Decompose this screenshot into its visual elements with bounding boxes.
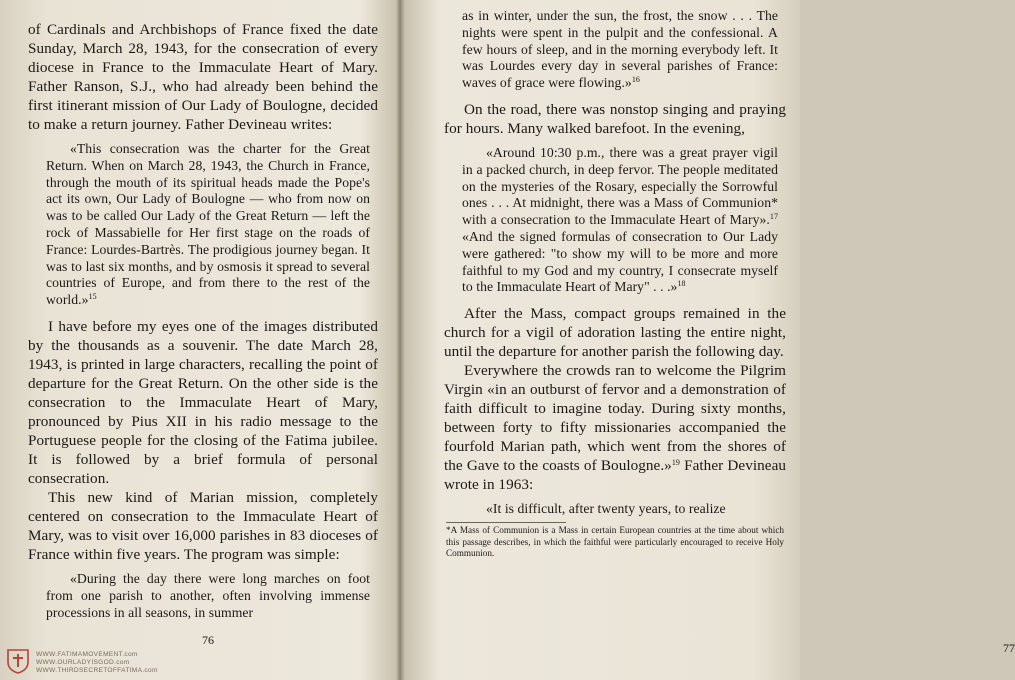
footnote: *A Mass of Communion is a Mass in certain European countries at the time about which this passage describes, in which the faithful were particularly encouraged to receive Holy Communion. [446,524,784,559]
page-number: 76 [202,633,214,647]
footnote-ref: 17 [769,212,778,222]
right-page [404,0,1015,680]
paragraph: Everywhere the crowds ran to welcome the Pilgrim Virgin «in an outburst of fervor and a demonstration of faith difficult to imagine today. During sixty months, between forty to fifty missionaries accompanied the fourfold Marian path, which went from the shores of the Gave to the coasts of Boulogne.»$^{19}$ Father Devineau wrote in 1963: [444,362,787,494]
paragraph: After the Mass, compact groups remained in the church for a vigil of adoration lasting the entire night, until the departure for another parish the following day. [444,305,786,361]
paragraph: This new kind of Marian mission, completely centered on consecration to the Immaculate Heart of Mary, was to visit over 16,000 parishes in 83 dioceses of France within five years. The program was simple: [28,488,378,563]
footnote-ref: 15 [88,292,97,302]
paragraph: On the road, there was nonstop singing and praying for hours. Many walked barefoot. In the evening, [444,100,786,137]
block-quote: «It is difficult, after twenty years, to realize [486,501,726,517]
watermark [6,648,216,676]
footnote-divider [446,522,566,523]
page-number: 77 [1003,641,1015,655]
footnote-ref: 18 [677,279,686,289]
watermark-text: WWW.FATIMAMOVEMENT.com WWW.OURLADYISGOD.com WWW.THIRDSECRETOFFATIMA.com [36,651,158,674]
block-quote: «This consecration was the charter for the Great Return. When on March 28, 1943, the Church in France, through the mouth of its spiritual heads made the Pope's act its own, Our Lady of Boulogne — who from now on was to be called Our Lady of the Great Return — left the rock of Massabielle for Her first stage on the roads of France: Lourdes-Bartrès. The prodigious journey began. It was to last six months, and by osmosis it spread to several countries of Europe, and from there to the rest of the world.»$^{15}$ [46,141,370,308]
seal-icon [6,648,30,674]
footnote-ref: 19 [671,458,680,468]
paragraph: I have before my eyes one of the images distributed by the thousands as a souvenir. The date March 28, 1943, is printed in large characters, recalling the point of departure for the Great Return. On the other side is the consecration to the Immaculate Heart of Mary, pronounced by Pius XII in his radio message to the Portuguese people for the closing of the Fatima jubilee. It is followed by a brief formula of personal consecration. [28,317,378,487]
left-page [0,0,400,680]
block-quote: as in winter, under the sun, the frost, the snow . . . The nights were spent in the pulpit and the confessional. A few hours of sleep, and in the morning everybody left. It was Lourdes every day in several parishes of France: waves of grace were flowing.»$^{16}$ [462,8,778,91]
block-quote: «Around 10:30 p.m., there was a great prayer vigil in a packed church, in deep fervor. The people meditated on the mysteries of the Rosary, especially the Sorrowful ones . . . At midnight, there was a Mass of Communion* with a consecration to the Immaculate Heart of Mary».$^{17}$ «And the signed formulas of consecration to Our Lady were gathered: "to show my will to be more and more faithful to my God and my country, I consecrate myself to the Immaculate Heart of Mary" . . .»$^{18}$ [462,144,778,295]
paragraph: of Cardinals and Archbishops of France fixed the date Sunday, March 28, 1943, for the consecration of every diocese in France to the Immaculate Heart of Mary. Father Ranson, S.J., who had already been behind the first itinerant mission of Our Lady of Boulogne, decided to make a return journey. Father Devineau writes: [28,21,378,133]
footnote-ref: 16 [631,75,640,85]
block-quote: «During the day there were long marches on foot from one parish to another, often involving immense processions in all seasons, in summer [46,570,370,620]
